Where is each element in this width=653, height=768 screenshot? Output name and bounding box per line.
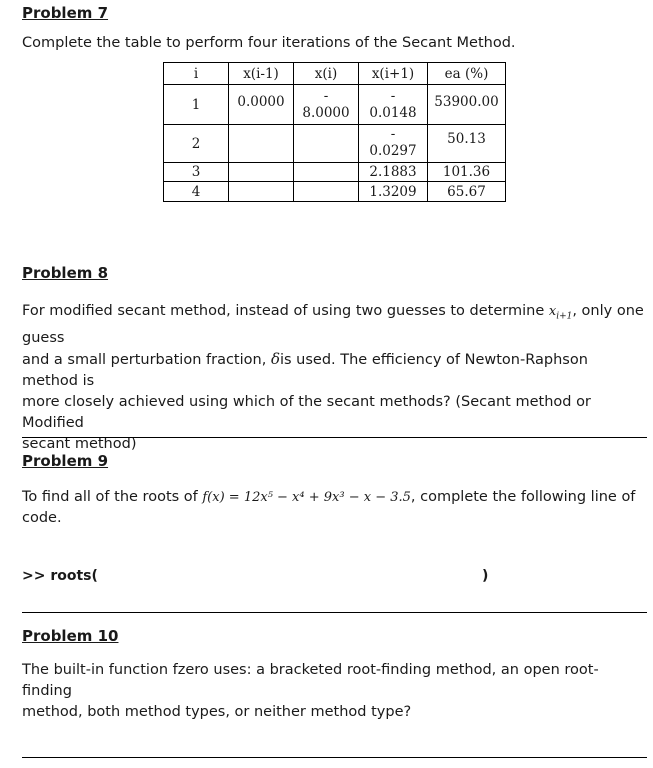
problem-8-line-1 [22,301,647,349]
header-x-ip1: x(i+1) [359,63,428,85]
cell-x-im1[interactable] [229,163,294,182]
problem-9-text [22,487,647,529]
problem-9-heading: Problem 9 [22,452,109,470]
table-header-row [164,63,506,85]
cell-x-ip1: 2.1883 [359,163,428,182]
problem-10-heading: Problem 10 [22,627,119,645]
cell-ea [428,125,506,163]
cell-x-ip1 [359,85,428,125]
cell-x-i [294,85,359,125]
problem-8-text [22,301,647,455]
table-row [164,163,506,182]
code-suffix: ) [482,568,489,584]
header-i: i [164,63,229,85]
cell-ea-value: 50.13 [447,130,486,147]
problem-8-heading: Problem 8 [22,264,109,282]
problem-8-line-2-a: and a small perturbation fraction, [22,351,271,368]
problem-8-line-1-a: For modified secant method, instead of using two guesses to determine [22,303,549,319]
code-answer-blank[interactable] [105,568,475,586]
cell-x-ip1: 1.3209 [359,182,428,202]
answer-line-problem-10[interactable] [22,757,647,758]
function-formula: f(x) = 12x⁵ − x⁴ + 9x³ − x − 3.5 [202,490,411,505]
problem-10-line-2: method, both method types, or neither method type? [22,704,412,720]
cell-x-i-dash: - [323,87,329,104]
delta-symbol: δ [270,349,280,368]
cell-x-ip1-value: 0.0297 [369,142,417,159]
cell-x-i[interactable] [294,182,359,202]
cell-ea-value: 53900.00 [434,93,499,110]
problem-8-line-3: more closely achieved using which of the secant methods? (Secant method or Modified [22,393,591,431]
header-x-i: x(i) [294,63,359,85]
problem-8-line-2 [22,349,647,392]
cell-x-ip1-value: 0.0148 [369,104,417,121]
answer-line-problem-8[interactable] [22,437,647,438]
table-row [164,125,506,163]
cell-i: 2 [164,125,229,163]
cell-ea: 65.67 [428,182,506,202]
cell-x-ip1-dash: - [390,87,396,104]
problem-8-line-1-b: , only one guess [22,303,644,346]
cell-x-ip1 [359,125,428,163]
cell-x-i[interactable] [294,125,359,163]
cell-i: 3 [164,163,229,182]
table-row [164,85,506,125]
cell-x-ip1-dash: - [390,125,396,142]
cell-ea [428,85,506,125]
problem-9-line-1 [22,487,647,508]
problem-9-line-2: code. [22,510,62,526]
answer-line-problem-9[interactable] [22,612,647,613]
header-x-im1: x(i-1) [229,63,294,85]
problem-7-intro: Complete the table to perform four iterations of the Secant Method. [22,35,516,51]
problem-8-line-2-b: is used. The efficiency of Newton-Raphson method is [22,351,588,389]
cell-x-i-value: 8.0000 [302,104,350,121]
x-i-plus-1-symbol [548,304,573,322]
problem-7-heading: Problem 7 [22,4,109,22]
code-prefix: >> roots( [22,568,98,584]
cell-x-im1-value: 0.0000 [237,93,285,110]
cell-x-im1[interactable] [229,182,294,202]
problem-9-line-1-b: , complete the following line of [410,489,636,505]
problem-9-line-1-a: To find all of the roots of [22,489,203,505]
cell-i: 1 [164,85,229,125]
header-ea: ea (%) [428,63,506,85]
problem-10-line-1: The built-in function fzero uses: a bracketed root-finding method, an open root-finding [22,662,599,699]
cell-x-im1[interactable] [229,125,294,163]
x-symbol: x [548,304,557,319]
cell-x-i[interactable] [294,163,359,182]
cell-x-im1 [229,85,294,125]
problem-8-line-4: secant method) [22,435,137,452]
x-subscript: i+1 [556,311,573,322]
cell-i: 4 [164,182,229,202]
table-row [164,182,506,202]
secant-table [163,62,506,202]
problem-10-text [22,660,647,723]
cell-ea: 101.36 [428,163,506,182]
